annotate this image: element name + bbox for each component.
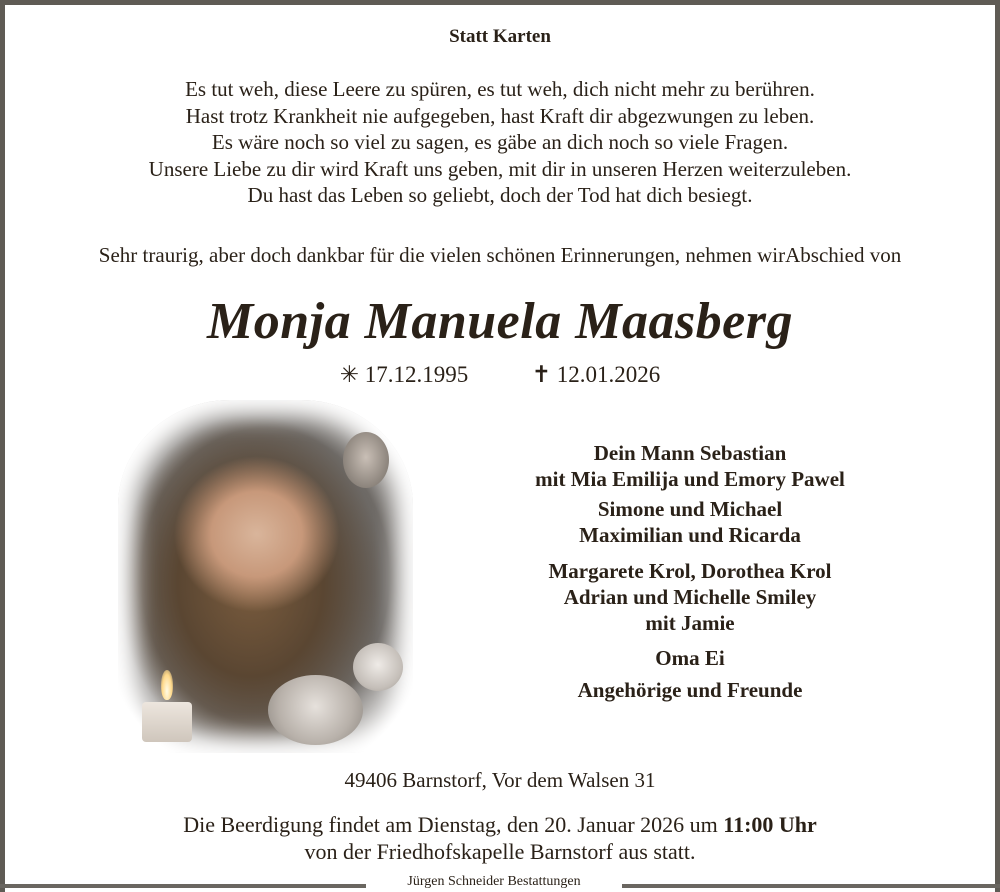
funeral-time: 11:00 Uhr: [723, 812, 817, 837]
funeral-info: [0, 811, 1000, 865]
intro-text: Sehr traurig, aber doch dankbar für die vielen schönen Erinnerungen, nehmen wirAbschied von: [98, 243, 902, 267]
life-dates: [0, 362, 1000, 388]
birth-star-icon: ✳: [339, 362, 359, 387]
mourner-group: [490, 645, 890, 671]
mourner-line: mit Mia Emilija und Emory Pawel: [535, 467, 845, 491]
funeral-line-2: von der Friedhofskapelle Barnstorf aus statt.: [304, 839, 696, 864]
rose-icon: [353, 643, 403, 691]
mourner-line: Oma Ei: [655, 646, 725, 670]
candle-icon: [142, 702, 192, 742]
footer-divider: [0, 884, 366, 888]
portrait-photo: [118, 400, 413, 753]
poem-line: Es tut weh, diese Leere zu spüren, es tut weh, dich nicht mehr zu berühren.: [185, 77, 815, 101]
death-date: 12.01.2026: [556, 362, 661, 387]
mourner-line: Margarete Krol, Dorothea Krol: [548, 559, 832, 583]
mourner-line: mit Jamie: [645, 611, 735, 635]
poem-line: Hast trotz Krankheit nie aufgegeben, hast Kraft dir abgezwungen zu leben.: [185, 103, 815, 128]
mourner-line: Adrian und Michelle Smiley: [563, 585, 817, 609]
mourner-group: [490, 496, 890, 548]
poem-line: Unsere Liebe zu dir wird Kraft uns geben, mit dir in unseren Herzen weiterzuleben.: [148, 156, 852, 181]
undertaker-name: Jürgen Schneider Bestattungen: [407, 874, 581, 889]
poem-line: Du hast das Leben so geliebt, doch der Tod hat dich besiegt.: [247, 183, 753, 207]
funeral-line-1: Die Beerdigung findet am Dienstag, den 20. Januar 2026 um 11:00 Uhr: [183, 812, 817, 837]
mourner-group: [490, 440, 890, 492]
address: 49406 Barnstorf, Vor dem Walsen 31: [344, 768, 656, 792]
mourner-group: [490, 677, 890, 703]
mourner-line: Maximilian und Ricarda: [579, 523, 801, 547]
inset-portrait: [343, 432, 389, 488]
notice-header: Statt Karten: [449, 26, 551, 47]
death-cross-icon: ✝: [531, 362, 552, 387]
candle-flame-icon: [161, 670, 173, 700]
rose-icon: [268, 675, 363, 745]
birth-date: 17.12.1995: [364, 362, 469, 387]
mourner-line: Simone und Michael: [597, 497, 783, 521]
deceased-name: Monja Manuela Maasberg: [207, 293, 793, 350]
footer-divider: [622, 884, 1000, 888]
mourner-line: Dein Mann Sebastian: [593, 441, 787, 465]
poem-line: Es wäre noch so viel zu sagen, es gäbe an dich noch so viele Fragen.: [211, 130, 789, 154]
poem: [0, 76, 1000, 209]
footer: [0, 870, 1000, 892]
mourner-line: Angehörige und Freunde: [577, 678, 803, 702]
mourner-group: [490, 558, 890, 636]
